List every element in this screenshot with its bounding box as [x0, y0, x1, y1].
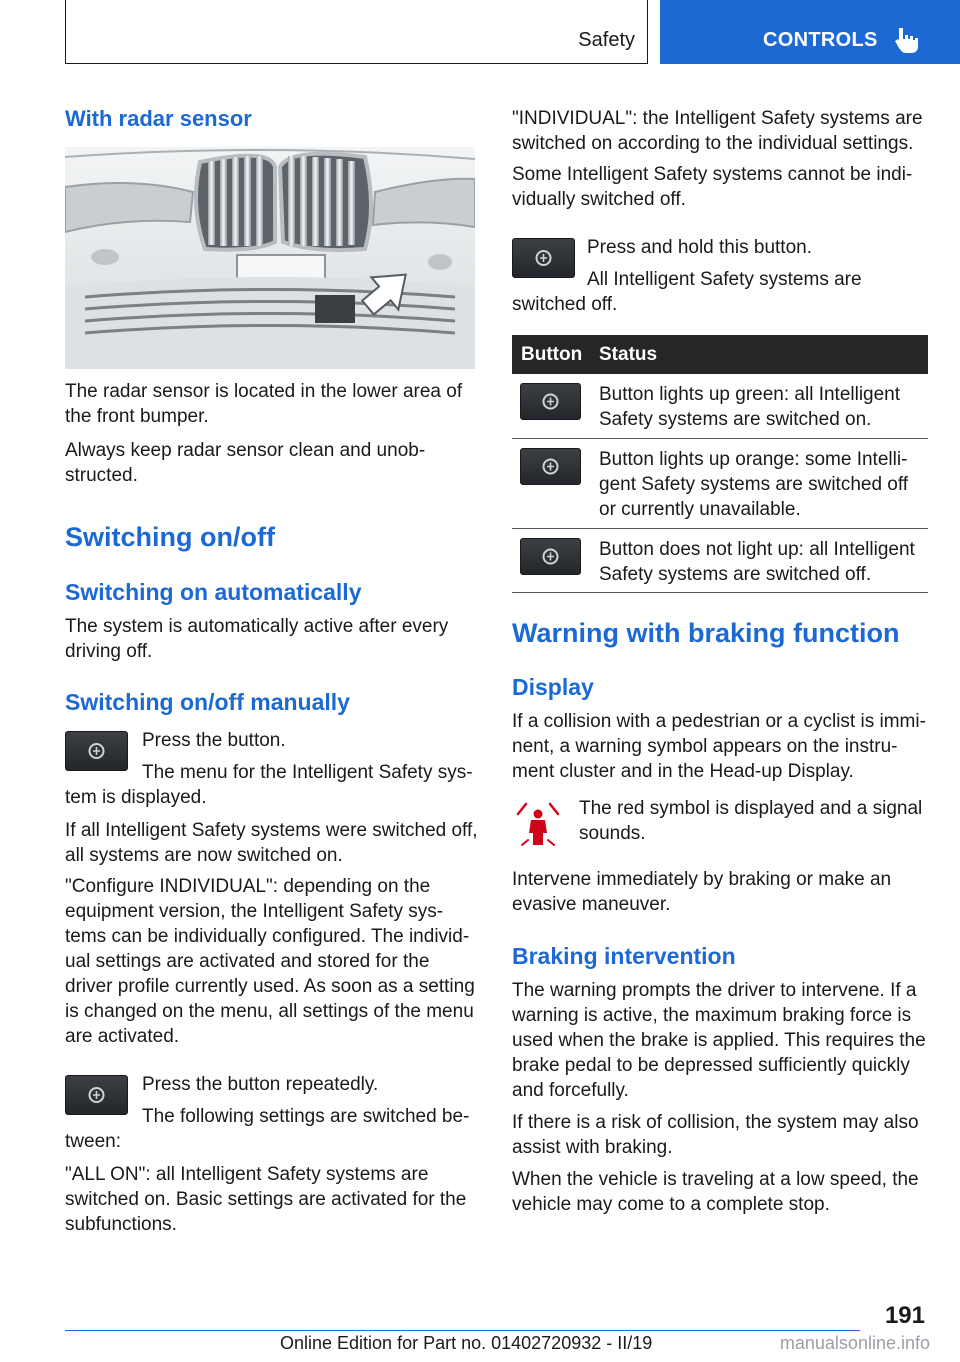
text-line: assist with braking. — [512, 1137, 673, 1158]
display-heading: Display — [512, 674, 594, 700]
text-line: brake pedal to be depressed sufficiently quickly — [512, 1055, 910, 1076]
braking-heading: Braking intervention — [512, 943, 736, 969]
text-line: used when the brake is applied. This requires the — [512, 1030, 926, 1051]
watermark: manualsonline.info — [779, 1333, 930, 1353]
text-line: and forcefully. — [512, 1080, 629, 1101]
text-line: warning is active, the maximum braking force is — [512, 1005, 912, 1026]
page-number: 191 — [884, 1302, 925, 1329]
header-chapter-tab — [660, 0, 960, 64]
button-off-icon — [520, 538, 581, 575]
text-line: The warning prompts the driver to intervene. If a — [512, 980, 917, 1001]
auto-paragraph — [65, 614, 448, 664]
risk-paragraph — [512, 1110, 919, 1160]
text-line: driver profile currently used. As soon as a setting — [65, 976, 475, 997]
text-line: switched on. Basic settings are activated for the — [65, 1189, 467, 1210]
text-line: The red symbol is displayed and a signal — [579, 798, 923, 819]
footer-rule — [65, 1330, 860, 1331]
text-line: If a collision with a pedestrian or a cyclist is immi- — [512, 711, 926, 732]
button-orange-icon — [520, 448, 581, 485]
text-line: "Configure INDIVIDUAL": depending on the — [65, 876, 431, 897]
intervene-paragraph — [512, 867, 891, 917]
header-section-title: Safety — [578, 29, 635, 51]
text-line: The system is automatically active after every — [65, 616, 449, 637]
text-line: "INDIVIDUAL": the Intelligent Safety systems are — [512, 108, 923, 129]
press-button-text: Press the button. — [142, 730, 286, 751]
table-row-3-status — [599, 537, 915, 587]
menu-line-2: tem is displayed. — [65, 787, 207, 808]
header-section-box — [65, 0, 648, 64]
intelligent-safety-button-icon — [512, 238, 575, 278]
text-line: structed. — [65, 465, 138, 486]
switching-heading: Switching on/off — [65, 522, 275, 552]
text-line: or currently unavailable. — [599, 499, 801, 520]
warning-heading: Warning with braking function — [512, 618, 900, 648]
text-line: Safety systems are switched off. — [599, 564, 872, 585]
following-line-2: tween: — [65, 1131, 121, 1152]
column-header-status: Status — [599, 344, 658, 365]
text-line: tems can be individually configured. The individ- — [65, 926, 470, 947]
configure-paragraph — [65, 874, 475, 1049]
text-line: Button does not light up: all Intelligent — [599, 539, 915, 560]
menu-line-1: The menu for the Intelligent Safety sys- — [142, 762, 473, 783]
text-line: the front bumper. — [65, 406, 209, 427]
status-table-header — [512, 335, 928, 374]
table-row-divider — [512, 438, 928, 439]
braking-paragraph — [512, 978, 926, 1103]
table-row-divider — [512, 528, 928, 529]
text-line: vidually switched off. — [512, 189, 686, 210]
header-chapter-title: CONTROLS — [763, 29, 878, 51]
column-header-button: Button — [521, 344, 583, 365]
text-line: When the vehicle is traveling at a low speed, the — [512, 1169, 919, 1190]
all-switched-off-line-1: All Intelligent Safety systems are — [587, 269, 862, 290]
table-row-2-status — [599, 447, 908, 522]
following-line-1: The following settings are switched be- — [142, 1106, 470, 1127]
text-line: all systems are now switched on. — [65, 845, 343, 866]
radar-paragraph-1 — [65, 379, 462, 429]
table-row-1-status — [599, 382, 900, 432]
text-line: Safety systems are switched on. — [599, 409, 872, 430]
some-systems-paragraph — [512, 162, 912, 212]
text-line: Some Intelligent Safety systems cannot be indi- — [512, 164, 913, 185]
text-line: subfunctions. — [65, 1214, 177, 1235]
manual-heading: Switching on/off manually — [65, 689, 350, 715]
text-line: Always keep radar sensor clean and unob- — [65, 440, 426, 461]
pedestrian-warning-icon — [512, 800, 564, 848]
radar-paragraph-2 — [65, 438, 425, 488]
individual-paragraph — [512, 106, 923, 156]
auto-heading: Switching on automatically — [65, 579, 362, 605]
table-bottom-border — [512, 592, 928, 593]
text-line: Button lights up green: all Intelligent — [599, 384, 901, 405]
press-repeat-text: Press the button repeatedly. — [142, 1074, 379, 1095]
intelligent-safety-button-icon — [65, 1075, 128, 1115]
text-line: equipment version, the Intelligent Safety sys- — [65, 901, 444, 922]
text-line: driving off. — [65, 641, 153, 662]
display-paragraph — [512, 709, 926, 784]
text-line: evasive maneuver. — [512, 894, 671, 915]
radar-sensor-heading: With radar sensor — [65, 106, 252, 131]
low-speed-paragraph — [512, 1167, 919, 1217]
text-line: nent, a warning symbol appears on the instru- — [512, 736, 898, 757]
text-line: If there is a risk of collision, the system may also — [512, 1112, 919, 1133]
text-line: Button lights up orange: some Intelli- — [599, 449, 908, 470]
text-line: ual settings are activated and stored for the — [65, 951, 430, 972]
all-switched-off-line-2: switched off. — [512, 294, 618, 315]
text-line: "ALL ON": all Intelligent Safety systems are — [65, 1164, 429, 1185]
edition-text: Online Edition for Part no. 01402720932 - II/19 — [280, 1333, 653, 1353]
text-line: is changed on the menu, all settings of the menu — [65, 1001, 474, 1022]
text-line: vehicle may come to a complete stop. — [512, 1194, 830, 1215]
all-on-paragraph — [65, 1162, 466, 1237]
hand-pointer-icon — [894, 26, 920, 54]
text-line: The radar sensor is located in the lower area of — [65, 381, 463, 402]
press-hold-text: Press and hold this button. — [587, 237, 812, 258]
intelligent-safety-button-icon — [65, 731, 128, 771]
text-line: ment cluster and in the Head-up Display. — [512, 761, 854, 782]
radar-sensor-illustration — [65, 147, 475, 369]
text-line: switched on according to the individual settings. — [512, 133, 914, 154]
text-line: If all Intelligent Safety systems were switched off, — [65, 820, 478, 841]
red-symbol-paragraph — [579, 796, 922, 846]
text-line: gent Safety systems are switched off — [599, 474, 909, 495]
text-line: Intervene immediately by braking or make an — [512, 869, 892, 890]
button-green-icon — [520, 383, 581, 420]
text-line: sounds. — [579, 823, 646, 844]
all-off-paragraph — [65, 818, 478, 868]
text-line: are activated. — [65, 1026, 180, 1047]
